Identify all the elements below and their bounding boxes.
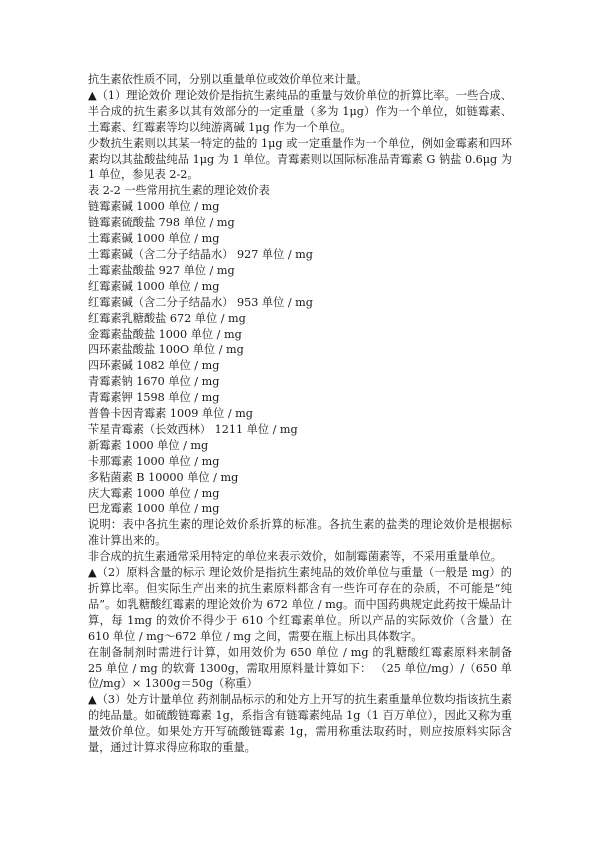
table-row: 卡那霉素 1000 单位 / mg (88, 454, 220, 468)
table-row: 青霉素钾 1598 单位 / mg (88, 391, 220, 405)
table-row: 土霉素碱 1000 单位 / mg (88, 232, 220, 246)
paragraph: 抗生素依性质不同，分别以重量单位或效价单位来计量。 (88, 73, 368, 86)
table-note: 说明：表中各抗生素的理论效价系折算的标准。各抗生素的盐类的理论效价是根据标准计算出来的。 (88, 518, 512, 548)
paragraph: 少数抗生素则以其某一特定的盐的 1μg 或一定重量作为一个单位，例如金霉素和四环素均以其盐酸盐纯品 1μg 为 1 单位。青霉素则以国际标准品青霉素 G 钠盐 0.6μg 为 1 单位，参见表 2-2。 (88, 136, 512, 182)
paragraph: 在制备制剂时需进行计算，如用效价为 650 单位 / mg 的乳糖酸红霉素原料来制备 25 单位 / mg 的软膏 1300g，需取用原料量计算如下： （25 单位/mg）/（650 单位/mg）× 1300g＝50g（称重） (88, 645, 512, 691)
table-row: 红霉素碱 1000 单位 / mg (88, 279, 220, 293)
potency-table (88, 199, 512, 517)
table-row: 链霉素硫酸盐 798 单位 / mg (88, 216, 235, 230)
paragraph: 非合成的抗生素通常采用特定的单位来表示效价，如制霉菌素等，不采用重量单位。 (88, 550, 502, 564)
table-row: 红霉素乳糖酸盐 672 单位 / mg (88, 311, 246, 325)
table-row: 土霉素碱（含二分子结晶水） 927 单位 / mg (88, 247, 313, 261)
table-row: 庆大霉素 1000 单位 / mg (88, 486, 220, 500)
paragraph: ▲（2）原料含量的标示 理论效价是指抗生素纯品的效价单位与重量（一般是 mg）的折算比率。但实际生产出来的抗生素原料都含有一些许可存在的杂质，不可能是“纯品”。如乳糖酸红霉素的理论效价为 672 单位 / mg。而中国药典规定此药按干燥品计算，每 1mg 的效价不得少于 610 个红霉素单位。所以产品的实际效价（含量）在 610 单位 / mg～672 单位 / mg 之间，需要在瓶上标出具体数字。 (88, 566, 512, 643)
paragraph: ▲（3）处方计量单位 药剂制品标示的和处方上开写的抗生素重量单位数均指该抗生素的纯品量。如硫酸链霉素 1g，系指含有链霉素纯品 1g（1 百万单位），因此又称为重量效价单位。如果处方开写硫酸链霉素 1g，需用称重法取药时，则应按原料实际含量，通过计算求得应称取的重量。 (88, 693, 512, 755)
table-row: 巴龙霉素 1000 单位 / mg (88, 502, 220, 516)
table-row: 苄星青霉素（长效西林） 1211 单位 / mg (88, 422, 298, 436)
table-row: 链霉素碱 1000 单位 / mg (88, 200, 220, 214)
table-row: 金霉素盐酸盐 1000 单位 / mg (88, 327, 242, 341)
table-row: 普鲁卡因青霉素 1009 单位 / mg (88, 407, 253, 421)
table-row: 新霉素 1000 单位 / mg (88, 438, 209, 452)
table-row: 多粘菌素 B 10000 单位 / mg (88, 470, 239, 484)
paragraph: ▲（1）理论效价 理论效价是指抗生素纯品的重量与效价单位的折算比率。一些合成、半合成的抗生素多以其有效部分的一定重量（多为 1μg）作为一个单位，如链霉素、土霉素、红霉素等均以纯游离碱 1μg 作为一个单位。 (88, 88, 512, 134)
table-row: 土霉素盐酸盐 927 单位 / mg (88, 263, 235, 277)
table-row: 四环素碱 1082 单位 / mg (88, 359, 220, 373)
table-row: 红霉素碱（含二分子结晶水） 953 单位 / mg (88, 295, 313, 309)
table-row: 青霉素钠 1670 单位 / mg (88, 375, 220, 389)
table-row: 四环素盐酸盐 100O 单位 / mg (88, 343, 244, 357)
table-title: 表 2-2 一些常用抗生素的理论效价表 (88, 184, 270, 198)
